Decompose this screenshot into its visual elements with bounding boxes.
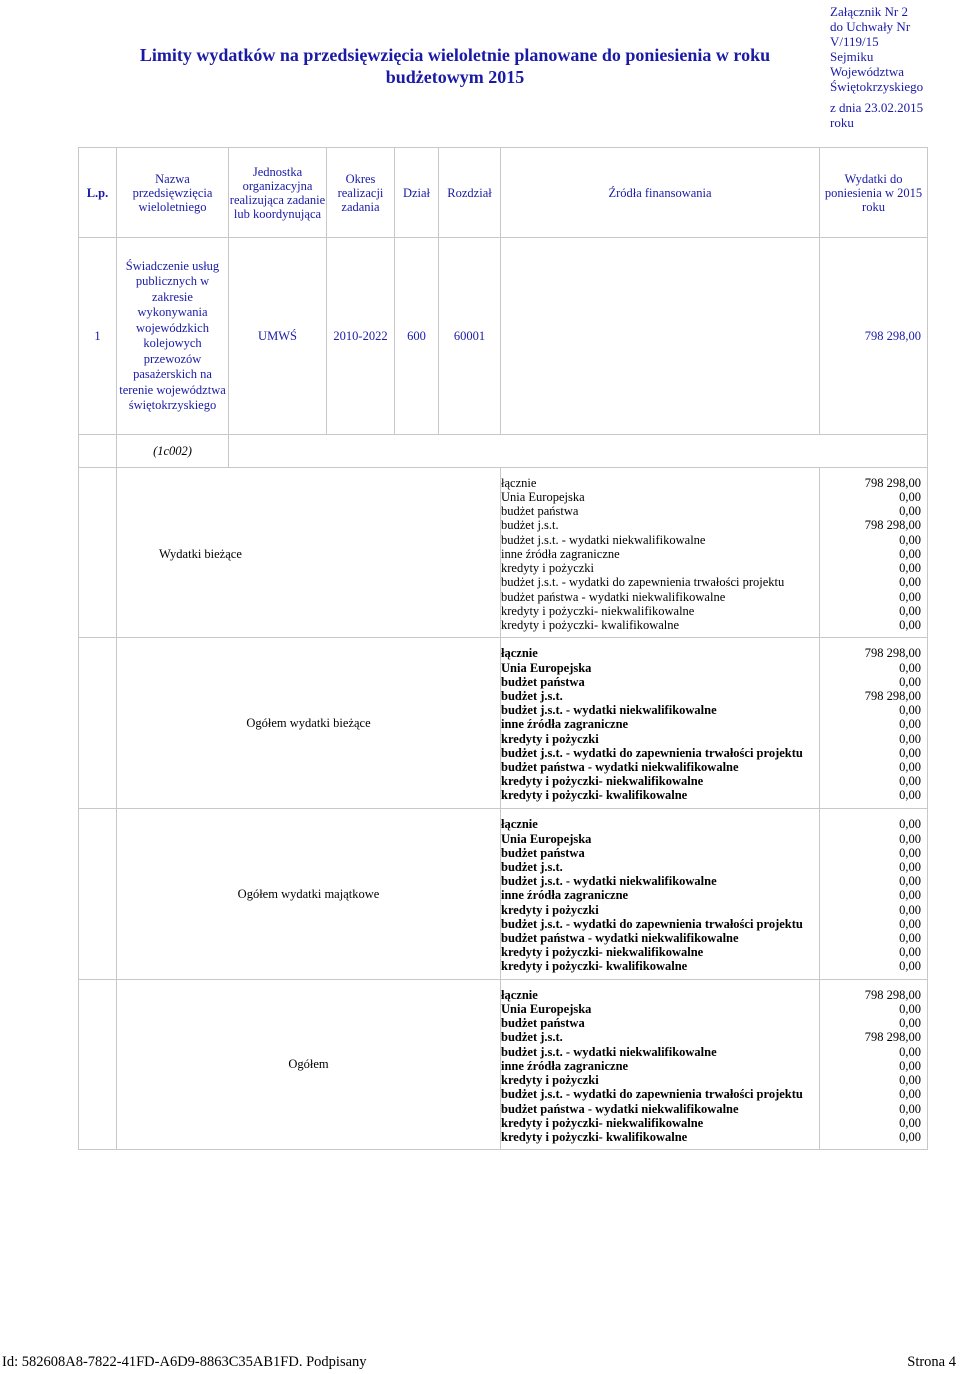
source-label: budżet państwa - wydatki niekwalifikowalne (501, 931, 739, 945)
source-value: 0,00 (899, 1115, 921, 1130)
source-value: 0,00 (899, 788, 921, 803)
source-value: 0,00 (899, 490, 921, 505)
source-value: 0,00 (899, 504, 921, 519)
source-label: budżet j.s.t. - wydatki niekwalifikowalne (501, 703, 717, 718)
source-label: budżet państwa (501, 674, 585, 689)
source-value: 0,00 (899, 1101, 921, 1116)
source-value: 0,00 (899, 532, 921, 547)
section-spacer (79, 809, 117, 980)
source-labels (501, 809, 820, 980)
source-value: 0,00 (899, 1073, 921, 1088)
table-row (79, 238, 928, 435)
source-values (820, 980, 928, 1150)
source-label: kredyty i pożyczki (501, 1073, 599, 1088)
financing-section (79, 468, 928, 638)
source-label: inne źródła zagraniczne (501, 1058, 629, 1073)
source-value: 798 298,00 (864, 518, 921, 533)
source-value: 0,00 (899, 575, 921, 590)
source-label: budżet j.s.t. (501, 688, 563, 703)
source-value: 0,00 (899, 1087, 921, 1102)
source-value: 0,00 (899, 674, 921, 689)
note-line: Załącznik Nr 2 (830, 4, 908, 19)
source-value: 0,00 (899, 546, 921, 561)
date-line: z dnia 23.02.2015 (830, 100, 924, 115)
source-value: 0,00 (899, 874, 921, 889)
source-value: 0,00 (899, 660, 921, 675)
task-code: (1c002) (117, 435, 229, 468)
attachment-note (830, 4, 923, 94)
section-spacer (79, 980, 117, 1150)
code-row-empty (229, 435, 928, 468)
source-label: budżet j.s.t. - wydatki niekwalifikowalne (501, 874, 717, 889)
source-value: 0,00 (899, 703, 921, 718)
source-value: 0,00 (899, 1016, 921, 1031)
section-spacer (79, 468, 117, 638)
source-label: kredyty i pożyczki- niekwalifikowalne (501, 945, 704, 960)
col-dzial-header: Dział (395, 148, 439, 238)
col-name-header: Nazwa przedsięwzięcia wieloletniego (117, 148, 229, 238)
source-value: 0,00 (899, 859, 921, 874)
source-label: kredyty i pożyczki- kwalifikowalne (501, 617, 680, 632)
source-value: 798 298,00 (864, 688, 921, 703)
row-task-name: Świadczenie usług publicznych w zakresie wykonywania wojewódzkich kolejowych przewozów pasażerskich na terenie województwa świętokrzyskiego (117, 238, 229, 435)
source-label: kredyty i pożyczki- niekwalifikowalne (501, 1115, 704, 1130)
source-value: 0,00 (899, 589, 921, 604)
source-label: łącznie (501, 475, 537, 490)
note-line: Świętokrzyskiego (830, 79, 924, 94)
table-header-row (79, 148, 928, 238)
row-period: 2010-2022 (327, 238, 395, 435)
source-label: budżet państwa - wydatki niekwalifikowalne (501, 1101, 739, 1116)
row-amount: 798 298,00 (820, 238, 928, 435)
source-label: budżet j.s.t. (501, 518, 559, 533)
col-lp-header: L.p. (79, 148, 117, 238)
source-label: budżet j.s.t. - wydatki do zapewnienia trwałości projektu (501, 916, 803, 931)
source-value: 798 298,00 (864, 1030, 921, 1045)
source-value: 0,00 (899, 1044, 921, 1059)
date-line: roku (830, 115, 854, 130)
source-label: kredyty i pożyczki- kwalifikowalne (501, 788, 688, 803)
row-dzial: 600 (395, 238, 439, 435)
financing-section (79, 638, 928, 809)
row-sources-empty (501, 238, 820, 435)
page-title: Limity wydatków na przedsięwzięcia wieloletnie planowane do poniesienia w roku budżetowym 2015 (139, 45, 771, 87)
col-unit-header: Jednostka organizacyjna realizująca zadanie lub koordynująca (229, 148, 327, 238)
note-line: V/119/15 (830, 34, 879, 49)
source-value: 0,00 (899, 845, 921, 860)
source-label: Unia Europejska (501, 490, 585, 505)
source-value: 0,00 (899, 745, 921, 760)
section-label: Ogółem (117, 980, 501, 1150)
page-number: Strona 4 (907, 1354, 956, 1370)
source-value: 0,00 (899, 831, 921, 846)
source-value: 0,00 (899, 945, 921, 960)
source-value: 798 298,00 (864, 646, 921, 661)
col-sources-header: Źródła finansowania (501, 148, 820, 238)
source-value: 0,00 (899, 817, 921, 832)
source-value: 0,00 (899, 731, 921, 746)
source-value: 0,00 (899, 717, 921, 732)
source-label: budżet j.s.t. (501, 1030, 563, 1045)
source-label: budżet j.s.t. - wydatki niekwalifikowalne (501, 1044, 717, 1059)
source-label: kredyty i pożyczki- kwalifikowalne (501, 959, 688, 974)
row-lp: 1 (79, 238, 117, 435)
attachment-date (830, 100, 923, 130)
source-label: budżet j.s.t. - wydatki do zapewnienia trwałości projektu (501, 745, 803, 760)
source-label: Unia Europejska (501, 1002, 592, 1017)
source-label: kredyty i pożyczki- niekwalifikowalne (501, 603, 695, 618)
source-label: inne źródła zagraniczne (501, 888, 629, 903)
source-label: budżet j.s.t. (501, 859, 563, 874)
source-value: 798 298,00 (864, 475, 921, 490)
source-labels (501, 980, 820, 1150)
source-value: 0,00 (899, 959, 921, 974)
source-label: kredyty i pożyczki- kwalifikowalne (501, 1129, 688, 1144)
source-label: łącznie (501, 646, 538, 661)
source-label: budżet państwa (501, 504, 579, 519)
source-value: 0,00 (899, 617, 921, 632)
source-value: 0,00 (899, 931, 921, 945)
col-rozdzial-header: Rozdział (439, 148, 501, 238)
document-id: Id: 582608A8-7822-41FD-A6D9-8863C35AB1FD. Podpisany (2, 1354, 367, 1370)
source-value: 0,00 (899, 1129, 921, 1144)
source-value: 0,00 (899, 1058, 921, 1073)
source-value: 0,00 (899, 902, 921, 917)
col-period-header: Okres realizacji zadania (327, 148, 395, 238)
source-label: kredyty i pożyczki (501, 902, 599, 917)
note-line: do Uchwały Nr (830, 19, 911, 34)
task-code-row (79, 435, 928, 468)
row-rozdzial: 60001 (439, 238, 501, 435)
section-label: Ogółem wydatki bieżące (117, 638, 501, 809)
source-value: 0,00 (899, 916, 921, 931)
source-value: 0,00 (899, 888, 921, 903)
col-amount-header: Wydatki do poniesienia w 2015 roku (820, 148, 928, 238)
section-label: Ogółem wydatki majątkowe (117, 809, 501, 980)
source-value: 0,00 (899, 1002, 921, 1017)
source-label: inne źródła zagraniczne (501, 546, 620, 561)
source-labels (501, 638, 820, 809)
note-line: Sejmiku (830, 49, 874, 64)
code-spacer (79, 435, 117, 468)
source-values (820, 468, 928, 638)
expenditure-table (78, 147, 928, 1150)
note-line: Województwa (830, 64, 905, 79)
source-value: 0,00 (899, 603, 921, 618)
source-label: Unia Europejska (501, 831, 592, 846)
source-label: budżet państwa (501, 845, 585, 860)
source-value: 0,00 (899, 774, 921, 789)
section-label: Wydatki bieżące (117, 468, 501, 638)
source-label: budżet państwa - wydatki niekwalifikowalne (501, 760, 739, 774)
financing-section (79, 809, 928, 980)
source-values (820, 638, 928, 809)
source-label: budżet j.s.t. - wydatki do zapewnienia trwałości projektu (501, 1087, 803, 1102)
source-label: łącznie (501, 987, 538, 1002)
financing-section (79, 980, 928, 1150)
source-value: 0,00 (899, 561, 921, 576)
row-unit: UMWŚ (229, 238, 327, 435)
source-label: kredyty i pożyczki (501, 731, 599, 746)
source-label: kredyty i pożyczki (501, 561, 595, 576)
source-label: budżet j.s.t. - wydatki niekwalifikowalne (501, 532, 706, 547)
source-label: Unia Europejska (501, 660, 592, 675)
source-labels (501, 468, 820, 638)
source-values (820, 809, 928, 980)
source-label: budżet państwa - wydatki niekwalifikowalne (501, 589, 726, 604)
section-spacer (79, 638, 117, 809)
source-value: 0,00 (899, 760, 921, 774)
sections-body (79, 468, 928, 1150)
source-label: budżet państwa (501, 1016, 585, 1031)
source-label: budżet j.s.t. - wydatki do zapewnienia trwałości projektu (501, 575, 785, 590)
source-value: 798 298,00 (864, 987, 921, 1002)
source-label: kredyty i pożyczki- niekwalifikowalne (501, 774, 704, 789)
source-label: inne źródła zagraniczne (501, 717, 629, 732)
source-label: łącznie (501, 817, 538, 832)
